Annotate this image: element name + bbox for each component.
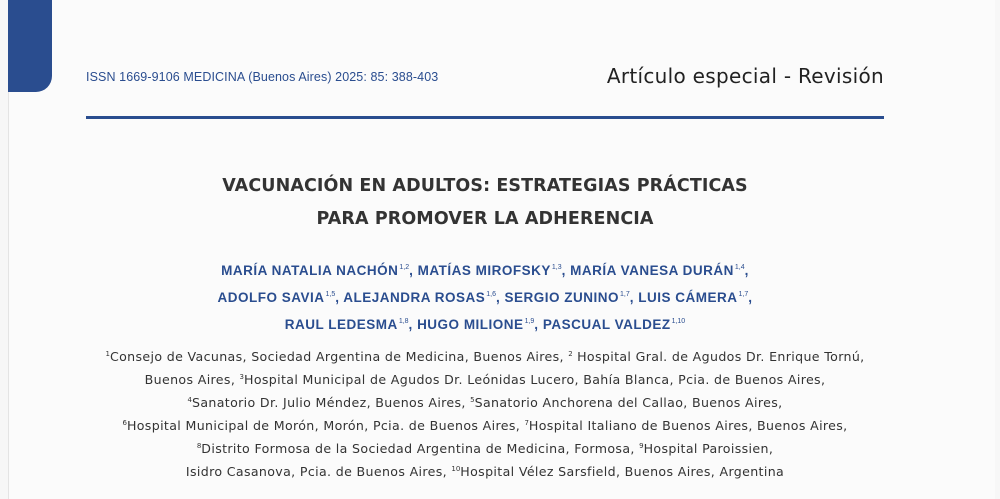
affiliation-text: Buenos Aires, [144, 372, 240, 387]
affiliation-number: 2 [568, 350, 573, 358]
journal-color-tab [8, 0, 52, 92]
title-line-1: VACUNACIÓN EN ADULTOS: ESTRATEGIAS PRÁCTICAS [222, 176, 748, 196]
article-type: Artículo especial - Revisión [606, 64, 884, 88]
affiliation-text: Isidro Casanova, Pcia. de Buenos Aires, [185, 464, 452, 479]
article-title [130, 170, 840, 236]
author-affiliation-mark: 1,6 [486, 291, 496, 298]
affiliation-line [90, 436, 880, 459]
author-name: HUGO MILIONE [417, 317, 524, 332]
affiliation-text: Hospital Paroissien, [643, 441, 774, 456]
header-rule [86, 116, 884, 119]
author-name: MARÍA NATALIA NACHÓN [221, 263, 399, 278]
affiliation-line [90, 390, 880, 413]
author-name: MATÍAS MIROFSKY [417, 263, 551, 278]
author-affiliation-mark: 1,7 [738, 291, 749, 298]
author-affiliation-mark: 1,2 [399, 264, 410, 271]
author-name: MARÍA VANESA DURÁN [570, 263, 734, 278]
author-line-2: ADOLFO SAVIA$^{1,5}$, ALEJANDRA ROSAS$^{1,6}$, SERGIO ZUNINO$^{1,7}$, LUIS CÁMERA$^{1,7}$, [217, 290, 753, 305]
affiliation-text: Hospital Municipal de Morón, Morón, Pcia. de Buenos Aires, [126, 418, 525, 433]
affiliation-number: 1 [105, 350, 110, 358]
affiliation-line [90, 413, 880, 436]
affiliation-text: Distrito Formosa de la Sociedad Argentina de Medicina, Formosa, [201, 441, 640, 456]
author-name: RAUL LEDESMA [284, 317, 398, 332]
affiliations [90, 344, 880, 482]
affiliation-number: 6 [122, 419, 127, 427]
author-name: LUIS CÁMERA [638, 290, 738, 305]
author-affiliation-mark: 1,8 [398, 318, 409, 325]
affiliation-line [90, 344, 880, 367]
author-line-1: MARÍA NATALIA NACHÓN$^{1,2}$, MATÍAS MIROFSKY$^{1,3}$, MARÍA VANESA DURÁN$^{1,4}$, [221, 263, 749, 278]
author-affiliation-mark: 1,10 [671, 318, 686, 325]
affiliation-number: 4 [187, 396, 192, 404]
affiliation-text: Hospital Italiano de Buenos Aires, Buenos Aires, [528, 418, 848, 433]
author-name: SERGIO ZUNINO [504, 290, 620, 305]
affiliation-number: 10 [451, 465, 461, 473]
affiliation-text: Sanatorio Dr. Julio Méndez, Buenos Aires, [191, 395, 471, 410]
author-line-3: RAUL LEDESMA$^{1,8}$, HUGO MILIONE$^{1,9}$, PASCUAL VALDEZ$^{1,10}$ [284, 317, 686, 332]
affiliation-text: Hospital Vélez Sarsfield, Buenos Aires, Argentina [460, 464, 785, 479]
title-line-2: PARA PROMOVER LA ADHERENCIA [316, 209, 654, 229]
author-list [120, 256, 850, 337]
author-affiliation-mark: 1,4 [734, 264, 745, 271]
affiliation-number: 9 [639, 442, 644, 450]
author-affiliation-mark: 1,3 [551, 264, 562, 271]
affiliation-text: Hospital Municipal de Agudos Dr. Leónidas Lucero, Bahía Blanca, Pcia. de Buenos Aires, [244, 372, 826, 387]
affiliation-text: Consejo de Vacunas, Sociedad Argentina de Medicina, Buenos Aires, [109, 349, 569, 364]
affiliation-text: Sanatorio Anchorena del Callao, Buenos Aires, [474, 395, 783, 410]
affiliation-line [90, 459, 880, 482]
affiliation-number: 7 [524, 419, 529, 427]
author-affiliation-mark: 1,7 [620, 291, 630, 298]
author-name: PASCUAL VALDEZ [542, 317, 671, 332]
affiliation-number: 3 [239, 373, 244, 381]
author-affiliation-mark: 1,9 [524, 318, 535, 325]
journal-citation: ISSN 1669-9106 MEDICINA (Buenos Aires) 2025: 85: 388-403 [86, 70, 439, 84]
author-name: ADOLFO SAVIA [217, 290, 325, 305]
affiliation-number: 8 [196, 442, 202, 450]
affiliation-text: Hospital Gral. de Agudos Dr. Enrique Tornú, [572, 349, 865, 364]
affiliation-number: 5 [470, 396, 475, 404]
affiliation-line [90, 367, 880, 390]
author-name: ALEJANDRA ROSAS [343, 290, 486, 305]
author-affiliation-mark: 1,5 [325, 291, 336, 298]
